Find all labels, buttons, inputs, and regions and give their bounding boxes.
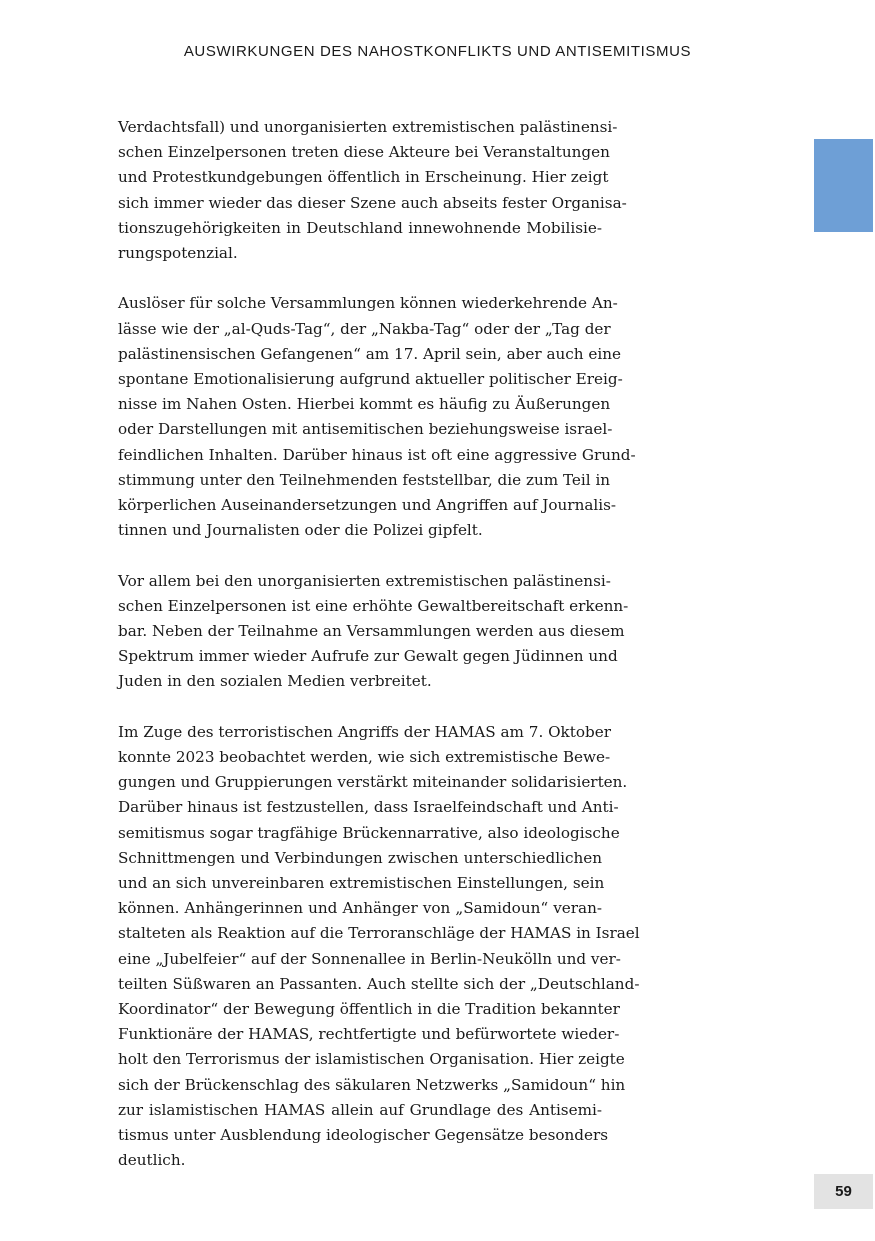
text-line: teilten Süßwaren an Passanten. Auch stellte sich der „Deutschland- xyxy=(118,974,640,993)
text-line: spontane Emotionalisierung aufgrund aktueller politischer Ereig- xyxy=(118,370,623,389)
text-line: stimmung unter den Teilnehmenden feststellbar, die zum Teil in xyxy=(118,470,611,489)
body-text xyxy=(118,115,640,1199)
text-line: Im Zuge des terroristischen Angriffs der HAMAS am 7. Oktober xyxy=(118,722,611,741)
paragraph-2 xyxy=(118,291,636,543)
text-line: und an sich unvereinbaren extremistischen Einstellungen, sein xyxy=(118,874,605,893)
text-line: sich immer wieder das dieser Szene auch abseits fester Organisa- xyxy=(118,193,627,212)
text-line: Schnittmengen und Verbindungen zwischen unterschiedlichen xyxy=(118,848,602,867)
text-line: Juden in den sozialen Medien verbreitet. xyxy=(118,672,432,691)
text-line: semitismus sogar tragfähige Brückennarrative, also ideologische xyxy=(118,823,620,842)
text-line: schen Einzelpersonen treten diese Akteure bei Veranstaltungen xyxy=(118,143,610,162)
text-line: Funktionäre der HAMAS, rechtfertigte und befürwortete wieder- xyxy=(118,1025,620,1044)
text-line: Spektrum immer wieder Aufrufe zur Gewalt gegen Jüdinnen und xyxy=(118,647,618,666)
text-line: können. Anhängerinnen und Anhänger von „Samidoun“ veran- xyxy=(118,899,602,918)
text-line: Verdachtsfall) und unorganisierten extremistischen palästinensi- xyxy=(118,118,618,136)
text-line: nisse im Nahen Osten. Hierbei kommt es häufig zu Äußerungen xyxy=(118,395,611,414)
page-number: 59 xyxy=(814,1174,873,1209)
text-line: holt den Terrorismus der islamistischen Organisation. Hier zeigte xyxy=(118,1050,625,1069)
paragraph-3 xyxy=(118,569,629,695)
text-line: tismus unter Ausblendung ideologischer Gegensätze besonders xyxy=(118,1126,609,1145)
text-line: schen Einzelpersonen ist eine erhöhte Gewaltbereitschaft erkenn- xyxy=(118,596,629,615)
text-line: Auslöser für solche Versammlungen können wiederkehrende An- xyxy=(118,294,618,313)
text-line: körperlichen Auseinandersetzungen und Angriffen auf Journalis- xyxy=(118,496,617,515)
text-line: bar. Neben der Teilnahme an Versammlungen werden aus diesem xyxy=(118,622,625,641)
text-line: Darüber hinaus ist festzustellen, dass Israelfeindschaft und Anti- xyxy=(118,798,619,817)
text-line: lässe wie der „al-Quds-Tag“, der „Nakba-Tag“ oder der „Tag der xyxy=(118,319,611,338)
text-line: Vor allem bei den unorganisierten extremistischen palästinensi- xyxy=(118,571,611,590)
text-line: zur islamistischen HAMAS allein auf Grundlage des Antisemi- xyxy=(118,1100,602,1119)
text-line: tinnen und Journalisten oder die Polizei gipfelt. xyxy=(118,521,483,540)
running-header: AUSWIRKUNGEN DES NAHOSTKONFLIKTS UND ANTISEMITISMUS xyxy=(183,43,692,60)
chapter-tab xyxy=(814,139,873,232)
text-line: palästinensischen Gefangenen“ am 17. April sein, aber auch eine xyxy=(118,344,622,363)
paragraph-4 xyxy=(118,720,640,1174)
text-line: oder Darstellungen mit antisemitischen beziehungsweise israel- xyxy=(118,420,613,439)
text-line: gungen und Gruppierungen verstärkt miteinander solidarisierten. xyxy=(118,773,628,792)
text-line: Koordinator“ der Bewegung öffentlich in die Tradition bekannter xyxy=(118,1000,620,1019)
text-line: rungspotenzial. xyxy=(118,244,238,263)
text-line: deutlich. xyxy=(118,1151,186,1170)
text-line: eine „Jubelfeier“ auf der Sonnenallee in Berlin-Neukölln und ver- xyxy=(118,949,621,968)
text-line: und Protestkundgebungen öffentlich in Erscheinung. Hier zeigt xyxy=(118,168,609,187)
text-line: sich der Brückenschlag des säkularen Netzwerks „Samidoun“ hin xyxy=(118,1075,626,1094)
text-line: konnte 2023 beobachtet werden, wie sich extremistische Bewe- xyxy=(118,748,611,767)
paragraph-1 xyxy=(118,115,627,266)
text-line: stalteten als Reaktion auf die Terroranschläge der HAMAS in Israel xyxy=(118,924,640,943)
text-line: feindlichen Inhalten. Darüber hinaus ist oft eine aggressive Grund- xyxy=(118,445,636,464)
text-line: tionszugehörigkeiten in Deutschland innewohnende Mobilisie- xyxy=(118,218,602,237)
